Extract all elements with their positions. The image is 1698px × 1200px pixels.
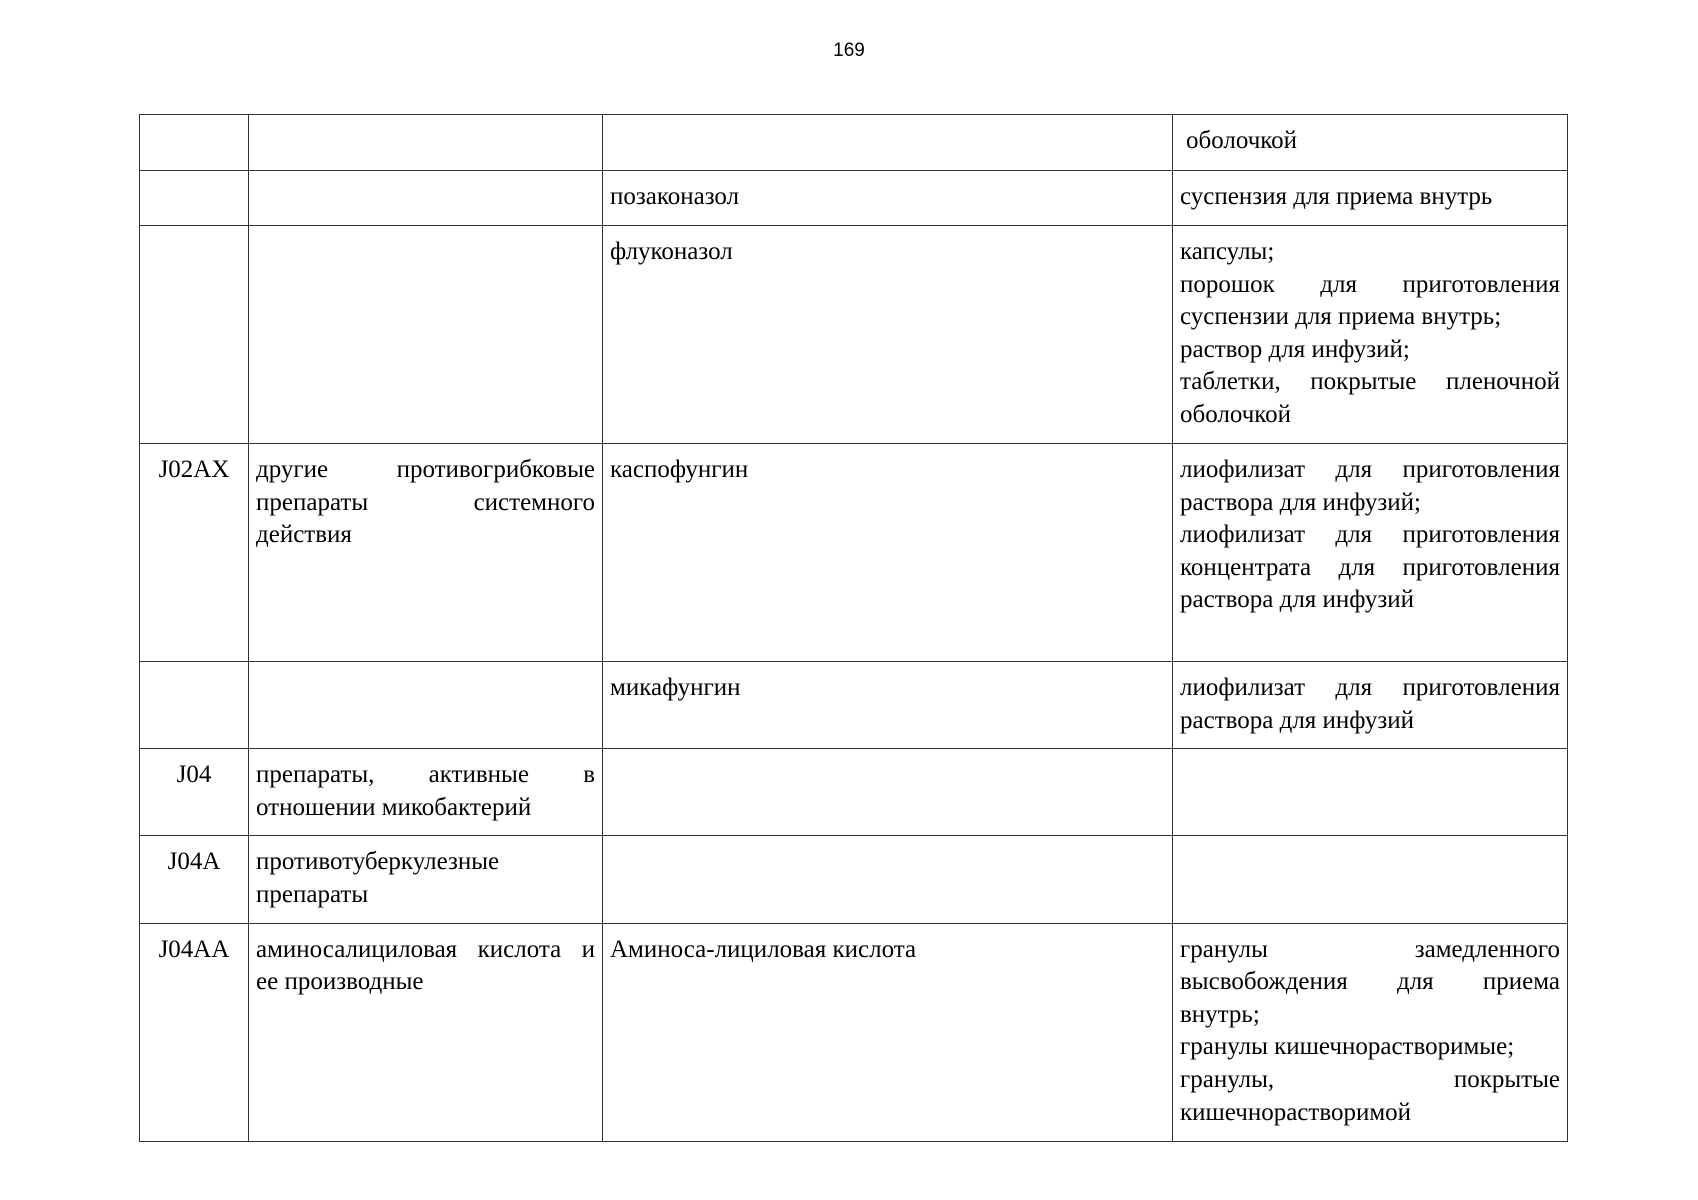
atc-code-cell: J04A — [140, 836, 249, 923]
atc-code-cell — [140, 115, 249, 171]
drug-name-cell: Аминоса-лициловая кислота — [603, 923, 1173, 1141]
dosage-form-line: раствор для инфузий; — [1180, 335, 1410, 363]
group-name-cell — [249, 115, 603, 171]
dosage-form-cell — [1173, 662, 1568, 749]
dosage-form-line: лиофилизат для приготовления раствора для инфузий — [1180, 674, 1560, 734]
group-name-cell — [249, 226, 603, 444]
dosage-form-cell — [1173, 171, 1568, 226]
dosage-form-line: лиофилизат для приготовления концентрата для приготовления раствора для инфузий — [1180, 521, 1560, 614]
dosage-form-line: суспензия для приема внутрь — [1180, 183, 1493, 210]
atc-code-cell: J04 — [140, 749, 249, 836]
table-row — [140, 923, 1568, 1141]
table-row — [140, 171, 1568, 226]
page-number: 169 — [833, 40, 865, 61]
dosage-form-cell — [1173, 749, 1568, 836]
dosage-form-line: капсулы; — [1180, 238, 1275, 265]
atc-code-cell — [140, 171, 249, 226]
dosage-form-line: порошок для приготовления суспензии для приема внутрь; — [1180, 270, 1560, 331]
atc-code-cell: J02AX — [140, 444, 249, 662]
drug-name-cell: микафунгин — [603, 662, 1173, 749]
atc-code-cell — [140, 226, 249, 444]
table-row — [140, 662, 1568, 749]
dosage-form-line: оболочкой — [1186, 127, 1298, 154]
table-row — [140, 749, 1568, 836]
drug-name-cell — [603, 749, 1173, 836]
dosage-form-line: таблетки, покрытые пленочной оболочкой — [1180, 368, 1560, 428]
dosage-form-line: гранулы замедленного высвобождения для приема внутрь; — [1180, 935, 1560, 1028]
dosage-form-line: лиофилизат для приготовления раствора для инфузий; — [1180, 456, 1560, 516]
dosage-form-cell — [1173, 226, 1568, 444]
dosage-form-cell — [1173, 836, 1568, 923]
group-name-cell: препараты, активные в отношении микобактерий — [249, 749, 603, 836]
group-name-cell: другие противогрибковые препараты системного действия — [249, 444, 603, 662]
dosage-form-cell — [1173, 444, 1568, 662]
group-name-cell — [249, 171, 603, 226]
table-row — [140, 836, 1568, 923]
atc-code-cell: J04AA — [140, 923, 249, 1141]
drug-name-cell — [603, 115, 1173, 171]
group-name-cell — [249, 662, 603, 749]
dosage-form-line: гранулы, покрытые кишечнорастворимой — [1180, 1065, 1560, 1126]
drug-name-cell: позаконазол — [603, 171, 1173, 226]
dosage-form-cell — [1173, 115, 1568, 171]
atc-code-cell — [140, 662, 249, 749]
drug-name-cell: каспофунгин — [603, 444, 1173, 662]
group-name-cell: противотуберкулезные препараты — [249, 836, 603, 923]
drug-name-cell — [603, 836, 1173, 923]
dosage-form-line: гранулы кишечнорастворимые; — [1180, 1033, 1515, 1061]
dosage-form-cell — [1173, 923, 1568, 1141]
drug-name-cell: флуконазол — [603, 226, 1173, 444]
table-row — [140, 444, 1568, 662]
table-row — [140, 115, 1568, 171]
table-row — [140, 226, 1568, 444]
drug-table — [139, 114, 1568, 1142]
group-name-cell: аминосалициловая кислота и ее производные — [249, 923, 603, 1141]
